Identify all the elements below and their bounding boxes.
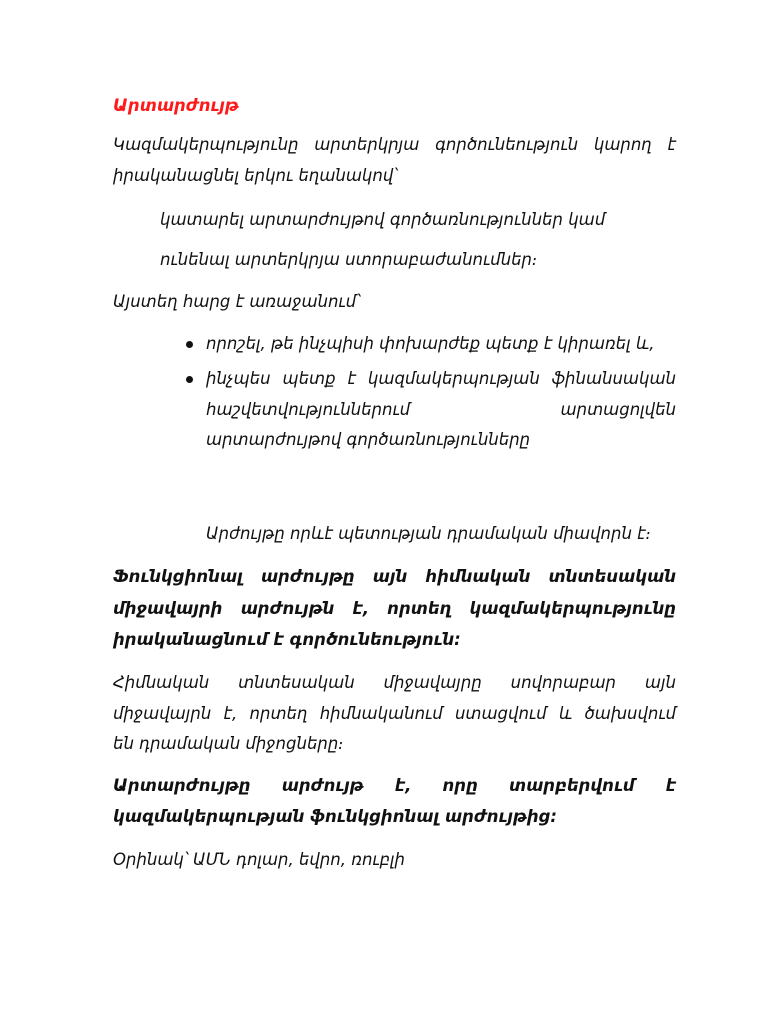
- section-title: Արտարժույթ: [113, 96, 239, 115]
- bullet-dot-2: [186, 376, 193, 383]
- currency-definition: Արժույթը որևէ պետության դրամական միավորն է։: [206, 524, 652, 543]
- bullet-item-2-line-1: ինչպես պետք է կազմակերպության ֆինանսական: [206, 369, 676, 388]
- functional-currency-line-3: իրականացնում է գործունեություն:: [113, 630, 461, 649]
- intro-line-1: Կազմակերպությունը արտերկրյա գործունեություն կարող է: [113, 135, 676, 154]
- example-text: Օրինակ՝ ԱՄՆ դոլար, եվրո, ռուբլի: [113, 850, 405, 869]
- bullet-item-1: որոշել, թե ինչպիսի փոխարժեք պետք է կիրառել և,: [206, 334, 655, 353]
- bullet-item-2-line-3: արտարժույթով գործառնությունները: [206, 430, 531, 449]
- functional-currency-line-1: Ֆունկցիոնալ արժույթը այն հիմնական տնտեսական: [113, 567, 676, 586]
- foreign-currency-line-1: Արտարժույթը արժույթ է, որը տարբերվում է: [113, 776, 676, 795]
- bullet-item-2-line-2: հաշվետվություններում արտացոլվեն: [206, 400, 676, 419]
- way-1: կատարել արտարժույթով գործառնություններ կամ: [160, 210, 606, 229]
- primary-environment-line-2: միջավայրն է, որտեղ հիմնականում ստացվում և ծախսվում: [113, 704, 676, 723]
- bullet-dot-1: [186, 341, 193, 348]
- primary-environment-line-3: են դրամական միջոցները։: [113, 734, 344, 753]
- primary-environment-line-1: Հիմնական տնտեսական միջավայրը սովորաբար այն: [113, 673, 676, 692]
- foreign-currency-line-2: կազմակերպության ֆունկցիոնալ արժույթից:: [113, 807, 558, 826]
- functional-currency-line-2: միջավայրի արժույթն է, որտեղ կազմակերպությունը: [113, 599, 676, 618]
- way-2: ունենալ արտերկրյա ստորաբաժանումներ։: [160, 250, 538, 269]
- question-intro: Այստեղ հարց է առաջանում՝: [113, 292, 360, 311]
- intro-line-2: իրականացնել երկու եղանակով՝: [113, 166, 398, 185]
